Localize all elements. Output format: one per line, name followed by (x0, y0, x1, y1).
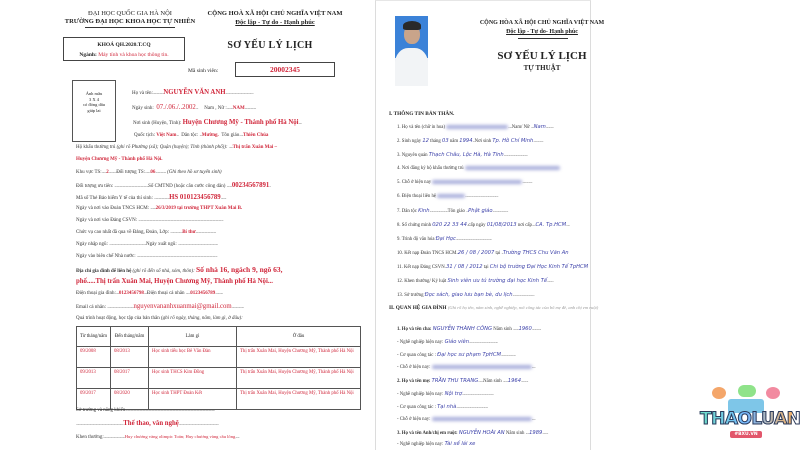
father-label: 1. Họ và tên cha: (397, 327, 432, 332)
birth-year: 1964 (507, 378, 521, 384)
form-subtitle: TỰ THUẬT (523, 64, 561, 72)
item-label: 9. Trình độ văn hóa (397, 237, 435, 242)
insurance-row: Mã số Thẻ Bảo hiểm Y tế của thí sinh: ....................HS 010123456789....... (76, 194, 226, 201)
id-card-label: Số CMTND (hoặc căn cước công dân) (148, 184, 226, 189)
gender-label: Nam , Nữ : (204, 106, 227, 111)
workplace-value: Đại học sư phạm TpHCM (437, 352, 501, 358)
thaoluan-logo (700, 385, 800, 445)
portrait-photo (395, 16, 428, 86)
item-label: 11. Kết nạp Đảng CSVN (397, 265, 445, 270)
job-label: - Nghề nghiệp hiện nay: (397, 442, 444, 447)
redacted-value (432, 365, 532, 369)
issue-place-label: nơi cấp (517, 223, 532, 228)
section-personal-info: I. THÔNG TIN BẢN THÂN. (389, 111, 455, 117)
father-name: NGUYỄN THÀNH CÔNG (432, 326, 493, 332)
priority-label: Đối tượng ưu tiên: (76, 184, 114, 189)
right-resume-form (375, 0, 605, 450)
workplace-label: - Cơ quan công tác : (397, 405, 436, 410)
awards-row: Khen thưởng:............................Huy chương vàng olimpic Toán; Huy chương vàng cầu lông..... (76, 434, 240, 440)
category-value: 06 (150, 170, 156, 175)
military-row: Ngày nhập ngũ: .................................................Ngày xuất ngũ: ..................................................... (76, 242, 218, 247)
id-value: 020 22 33 44 (432, 222, 467, 228)
email-row: Email cá nhân: ...................................nguyenvananhxuanmai@gmail.com................ (76, 303, 244, 310)
ethnicity-value: Mường. (201, 133, 219, 138)
birth-year: 1960 (518, 326, 532, 332)
section-family-title: II. QUAN HỆ GIA ĐÌNH (389, 305, 447, 311)
address-label: - Chỗ ở hiện nay: (397, 417, 431, 423)
day-value: 12 (422, 138, 429, 144)
cell-to: 08/2020 (111, 389, 149, 410)
youth-union-row: Ngày và nơi vào Đoàn TNCS HCM: .......26/3/2019 tại trường THPT Xuân Mai B. (76, 206, 243, 211)
birth-year: 1989 (529, 430, 543, 436)
left-resume-form (0, 0, 375, 450)
republic-header (467, 19, 617, 37)
cell-location: Thị trấn Xuân Mai, Huyện Chương Mỹ, Thành phố Hà Nội (237, 347, 361, 368)
family-row (397, 441, 475, 447)
republic-name: CỘNG HOÀ XÃ HỘI CHỦ NGHĨA VIỆT NAM (207, 10, 343, 17)
photo-note: Ảnh mầu (85, 91, 103, 96)
gender-value: Nam (533, 124, 546, 130)
address-hint: (ghi rõ đến số nhà, xóm, thôn): (132, 269, 195, 274)
civil-service-row: Ngày vào biên chế Nhà nước: ........................................................................................................... (76, 254, 218, 259)
republic-name: CỘNG HÒA XÃ HỘI CHỦ NGHĨA VIỆT NAM (479, 20, 605, 26)
nationality-value: Việt Nam (156, 133, 177, 138)
info-row-10: 10. Kết nạp Đoàn TNCS HCM..26 / 08 / 2007 tại ..Trường THCS Chu Văn An (397, 250, 569, 256)
item-value: Sinh viên ưu tú trường đại học Kinh Tế (447, 278, 548, 284)
history-label-row (76, 316, 243, 321)
info-row-4 (397, 166, 560, 171)
col-activity: Làm gì (149, 327, 237, 347)
redacted-value (465, 166, 560, 170)
id-card-value: 00234567891 (231, 182, 270, 189)
home-phone-value: 0123456798 (118, 291, 144, 296)
talent-value: Thể thao, văn nghệ (123, 420, 179, 427)
item-label: 5. Chỗ ở hiện nay (397, 180, 432, 186)
chat-bubble-icon (738, 385, 756, 397)
table-header-row (77, 327, 361, 347)
item-label: 2. Sinh ngày (397, 139, 422, 144)
cell-activity: Học sinh THCS Kim Đồng (149, 368, 237, 389)
job-value: Nội trợ (444, 391, 463, 397)
address-label: Địa chỉ gia đình để liên hệ (76, 269, 132, 274)
history-table (76, 326, 361, 410)
youth-union-value: 26/3/2019 tại trường THPT Xuân Mai B. (155, 206, 243, 211)
cell-activity: Học sinh tiểu học Bê Văn Đàn (149, 347, 237, 368)
item-label: 1. Họ và tên (chữ in hoa) (397, 125, 446, 130)
redacted-value (446, 125, 508, 129)
home-phone-label: Điện thoại gia đình: (76, 291, 116, 296)
workplace-label: - Cơ quan công tác : (397, 353, 436, 358)
mobile-phone-value: 0123456789 (190, 291, 216, 296)
talent-row: Sở trường và năng khiếu....................................................................................................................... (76, 408, 215, 413)
cell-from: 09/2013 (77, 368, 111, 389)
cell-to: 08/2017 (111, 368, 149, 389)
motto: Độc lập - Tự do - Hạnh phúc (235, 19, 315, 26)
full-name-value: NGUYỄN VĂN ANH (163, 89, 226, 96)
issue-date-value: 01/08/2013 (486, 222, 517, 228)
cell-to: 08/2013 (111, 347, 149, 368)
photo-note: giáp lai (87, 107, 101, 113)
youth-union-label: Ngày và nơi vào Đoàn TNCS HCM: (76, 206, 150, 211)
date-value: 26 / 08 / 2007 (457, 250, 495, 256)
sibling-name: NGUYỄN HOÀI AN (458, 430, 505, 436)
table-row (77, 389, 361, 410)
ethnicity-value: Kinh (418, 208, 430, 214)
header-underline (518, 38, 568, 39)
region-label: Khu vực TS: (76, 170, 102, 175)
info-row-2: 2. Sinh ngày 12 tháng 03 năm 1994...Nơi sinh Tp. Hồ Chí Minh.............. (397, 138, 544, 144)
redacted-value (437, 194, 465, 198)
email-label: Email cá nhân: (76, 305, 106, 310)
birthplace-value: Huyện Chương Mỹ - Thành phố Hà Nội (182, 119, 299, 126)
item-label: 8. Số chứng minh (397, 223, 432, 228)
item-label: 10. Kết nạp Đoàn TNCS HCM (397, 251, 457, 256)
info-row-8: 8. Số chứng minh 020 22 33 44..cấp ngày 01/08/2013 nơi cấp.....CA. Tp.HCM..... (397, 222, 570, 228)
residence-value-1: Thị trấn Xuân Mai – (232, 145, 278, 150)
section-family (389, 305, 598, 311)
family-row: 2. Họ và tên mẹ: TRẦN THU TRANG.......Năm sinh .......1964.......... (397, 378, 528, 384)
history-hint: (ghi rõ ngày, tháng, năm, làm gì, ở đâu): (160, 316, 243, 321)
insurance-label: Mã số Thẻ Bảo hiểm Y tế của thí sinh: (76, 196, 153, 201)
address-row (76, 265, 283, 274)
info-row-13: 13. Sở trường Đọc sách, giao lưu bạn bè, du lịch............................... (397, 292, 535, 298)
enlist-label: Ngày nhập ngũ: (76, 242, 108, 247)
item-label: 3. Nguyên quán (397, 153, 428, 158)
gender-label: Nam/ Nữ (511, 125, 530, 130)
family-row: 3. Họ và tên Anh/chị em ruột: NGUYỄN HOÀI AN Năm sinh .....1989........ (397, 430, 548, 436)
header-underline (85, 27, 175, 28)
category-label: Đối tượng TS: (116, 170, 146, 175)
university-header (55, 10, 205, 26)
logo-tag: #BXU.VN (730, 431, 762, 438)
ethnicity-label: Dân tộc: (181, 133, 199, 138)
birthplace-value: Tp. Hồ Chí Minh (492, 138, 534, 144)
residence-hint: (ghi rõ Phường (xã); Quận (huyện); Tỉnh (thành phố)): (116, 145, 228, 150)
place-value: Trường THCS Chu Văn An (502, 250, 569, 256)
photo-shirt (395, 48, 428, 86)
table-row (77, 368, 361, 389)
party-label: Ngày và nơi vào Đảng CSVN: (76, 218, 138, 223)
item-value: Thạch Châu, Lộc Hà, Hà Tĩnh (428, 152, 504, 158)
nationality-label: Quốc tịch: (134, 133, 155, 138)
religion-label: Tôn giáo (221, 133, 240, 138)
job-label: - Nghề nghiệp hiện nay: (397, 340, 444, 345)
month-value: 03 (442, 138, 449, 144)
item-label: 12. Khen thưởng/ Kỷ luật (397, 279, 447, 284)
birth-year-label: Năm sinh (493, 327, 512, 332)
mobile-phone-label: Điện thoại cá nhân (146, 291, 185, 296)
birth-year-label: Năm sinh (483, 379, 502, 384)
region-row: Khu vực TS:......2..........Đối tượng TS:.......06.............. (Ghi theo hồ sơ tuyển sinh) (76, 170, 222, 175)
major-value: Máy tính và khoa học thông tin. (98, 52, 169, 58)
course-code: KHOÁ QH.2020.T.CQ (97, 42, 151, 48)
republic-header (200, 9, 350, 27)
full-name-row: Họ và tên:..............NGUYỄN VĂN ANH..................................... (132, 89, 254, 96)
item-label: 4. Nơi đăng ký hộ khẩu thường trú (397, 166, 464, 172)
address-row-2 (76, 278, 273, 285)
full-name-label: Họ và tên: (132, 91, 153, 96)
course-box (63, 37, 185, 61)
job-value: Tài xế lái xe (444, 441, 476, 447)
faculty-name: TRƯỜNG ĐẠI HỌC KHOA HỌC TỰ NHIÊN (64, 18, 196, 25)
item-value: Đại Học (435, 236, 456, 242)
job-label: - Nghề nghiệp hiện nay: (397, 392, 444, 397)
family-row: - Chỗ ở hiện nay: ..... (397, 365, 536, 371)
awards-label: Khen thưởng: (76, 435, 104, 440)
redacted-value (432, 180, 522, 184)
major-label: Ngành: (79, 52, 97, 58)
photo-note: 3 X 4 (89, 96, 99, 102)
family-row: - Chỗ ở hiện nay: ..... (397, 417, 536, 423)
talent-value-row: ...............................................................Thể thao, văn nghệ..................................................... (76, 420, 219, 427)
family-row: - Cơ quan công tác : Tại nhà............................................. (397, 404, 488, 410)
redacted-value (432, 417, 532, 421)
religion-label: Tôn giáo (447, 209, 465, 214)
dob-value: 07./.06./..2002 (156, 104, 196, 111)
party-row: Ngày và nơi vào Đảng CSVN: ................................................................................................................. (76, 218, 224, 223)
month-label: tháng (430, 139, 441, 144)
region-value: 2 (106, 170, 109, 175)
issue-date-label: cấp ngày (468, 223, 486, 228)
birth-year-label: Năm sinh (505, 431, 525, 436)
university-name: ĐẠI HỌC QUỐC GIA HÀ NỘI (88, 10, 172, 17)
year-value: 1994 (459, 138, 473, 144)
family-row: 1. Họ và tên cha: NGUYỄN THÀNH CÔNG Năm sinh ........1960............. (397, 326, 541, 332)
insurance-value: HS 010123456789 (169, 194, 221, 201)
discharge-label: Ngày xuất ngũ: (145, 242, 177, 247)
category-hint: (Ghi theo hồ sơ tuyển sinh) (167, 170, 222, 175)
date-value: 31 / 08 / 2012 (446, 264, 483, 270)
family-row: - Nghề nghiệp hiện nay: Nội trợ............................................. (397, 391, 494, 397)
motto: Độc lập - Tự do- Hạnh phúc (506, 29, 578, 35)
photo-hair (403, 21, 421, 30)
residence-row: Hộ khẩu thường trú (ghi rõ Phường (xã); Quận (huyện); Tỉnh (thành phố)): .....Thị trấn Xuân Mai – (76, 145, 278, 150)
priority-id-row: Đối tượng ưu tiên: .............................................Số CMTND (hoặc căn cước công dân) .......00234567891.. (76, 182, 271, 189)
section-family-hint: (Ghi rõ họ tên, năm sinh, nghề nghiệp, nơi công tác của bố mẹ đẻ, anh chị em ruột) (447, 305, 599, 310)
cell-activity: Học sinh THPT Đoàn Kết (149, 389, 237, 410)
cell-location: Thị trấn Xuân Mai, Huyện Chương Mỹ, Thành phố Hà Nội (237, 389, 361, 410)
col-from: Từ tháng/năm (77, 327, 111, 347)
family-row: - Cơ quan công tác : Đại học sư phạm TpHCM..................... (397, 352, 516, 358)
email-value: nguyenvananhxuanmai@gmail.com (133, 303, 232, 310)
job-value: Giáo viên (444, 339, 470, 345)
info-row-3: 3. Nguyên quán Thạch Châu, Lộc Hà, Hà Tĩnh.................................. (397, 152, 528, 158)
address-value-1: Số nhà 16, ngách 9, ngõ 63, (196, 265, 283, 274)
info-row-11: 11. Kết nạp Đảng CSVN..31 / 08 / 2012 tại Chi bộ trường Đại Học Kinh Tế TpHCM (397, 264, 589, 270)
nationality-row: Quốc tịch: Việt Nam... Dân tộc: ...Mường. Tôn giáo.....Thiên Chúa (134, 133, 269, 138)
info-row-12: 12. Khen thưởng/ Kỷ luật Sinh viên ưu tú trường đại học Kinh Tế......... (397, 278, 554, 284)
col-location: Ở đâu (237, 327, 361, 347)
item-label: 6. Điện thoại liên hệ (397, 194, 437, 200)
issue-place-value: CA. Tp.HCM (535, 222, 567, 228)
sibling-label: 3. Họ và tên Anh/chị em ruột: (397, 431, 458, 436)
photo-placeholder (72, 80, 116, 142)
student-id-label: Mã sinh viên: (188, 68, 219, 74)
gender-value: NAM (232, 106, 245, 111)
year-label: năm (449, 139, 459, 144)
family-row: - Nghề nghiệp hiện nay: Giáo viên......................................... (397, 339, 498, 345)
residence-label: Hộ khẩu thường trú (76, 145, 116, 150)
place-value: Chi bộ trường Đại Học Kinh Tế TpHCM (489, 264, 589, 270)
civil-service-label: Ngày vào biên chế Nhà nước: (76, 254, 136, 259)
mother-label: 2. Họ và tên mẹ: (397, 379, 431, 384)
info-row-5: 5. Chỗ ở hiện nay .............. (397, 180, 533, 186)
birthplace-label: Nơi sinh (474, 139, 492, 144)
cell-location: Thị trấn Xuân Mai, Huyện Chương Mỹ, Thành phố Hà Nội (237, 368, 361, 389)
form-title: SƠ YẾU LÝ LỊCH (227, 40, 313, 51)
phone-row: Điện thoại gia đình:....0123456798....Điện thoại cá nhân ......0123456789.......... (76, 291, 223, 296)
info-row-7: 7. Dân tộc Kinh..........................Tôn giáo ...Phật giáo...................... (397, 208, 508, 214)
position-row: Chức vụ cao nhất đã qua về Đảng, Đoàn, Lớp: ................Bí thư........................... (76, 230, 216, 235)
info-row-1: 1. Họ và tên (chữ in hoa) .....Nam/ Nữ ....Nam........... (397, 124, 554, 130)
info-row-6: 6. Điện thoại liên hệ ............................................... (397, 194, 499, 200)
item-value: Đọc sách, giao lưu bạn bè, du lịch (424, 292, 513, 298)
awards-value: Huy chương vàng olimpic Toán; Huy chương vàng cầu lông (124, 434, 236, 439)
address-label: - Chỗ ở hiện nay: (397, 365, 431, 371)
dob-label: Ngày sinh: (132, 106, 154, 111)
bubble-icon (766, 387, 780, 399)
workplace-value: Tại nhà (437, 404, 457, 410)
birthplace-row: Nơi sinh (Huyện, Tỉnh): Huyện Chương Mỹ - Thành phố Hà Nội.... (133, 119, 302, 126)
position-value: Bí thư (182, 230, 196, 235)
religion-value: Phật giáo (468, 208, 493, 214)
cell-from: 09/2008 (77, 347, 111, 368)
table-row (77, 347, 361, 368)
talent-label: Sở trường và năng khiếu (76, 408, 126, 413)
student-id-field: 20002345 (235, 62, 335, 77)
dob-row: Ngày sinh: 07./.06./..2002... Nam , Nữ :........NAM............... (132, 104, 256, 111)
cell-from: 09/2017 (77, 389, 111, 410)
position-label: Chức vụ cao nhất đã qua về Đảng, Đoàn, Lớp: (76, 230, 169, 235)
history-label: Quá trình hoạt động, học tập của bản thân (76, 316, 160, 321)
bubble-icon (712, 387, 726, 399)
religion-value: Thiên Chúa (242, 133, 269, 138)
address-value-2: phố.....Thị trấn Xuân Mai, Huyện Chương Mỹ, Thành phố Hà Nội... (76, 278, 273, 285)
mother-name: TRẦN THU TRANG (431, 378, 479, 384)
at-label: tại (483, 265, 489, 270)
residence-row-2 (76, 157, 163, 162)
col-to: Đến tháng/năm (111, 327, 149, 347)
logo-wordmark: THAOLUAN (700, 409, 800, 429)
info-row-9: 9. Trình độ văn hóa Đại Học................................................... (397, 236, 492, 242)
item-label: 7. Dân tộc (397, 209, 417, 214)
birthplace-label: Nơi sinh (Huyện, Tỉnh): (133, 121, 182, 126)
residence-value-2: Huyện Chương Mỹ - Thành phố Hà Nội. (76, 157, 163, 162)
at-label: tại (495, 251, 501, 256)
photo-note: có đóng dấu (83, 102, 105, 107)
form-title: SƠ YẾU LÝ LỊCH (497, 50, 587, 62)
item-label: 13. Sở trường (397, 293, 424, 298)
